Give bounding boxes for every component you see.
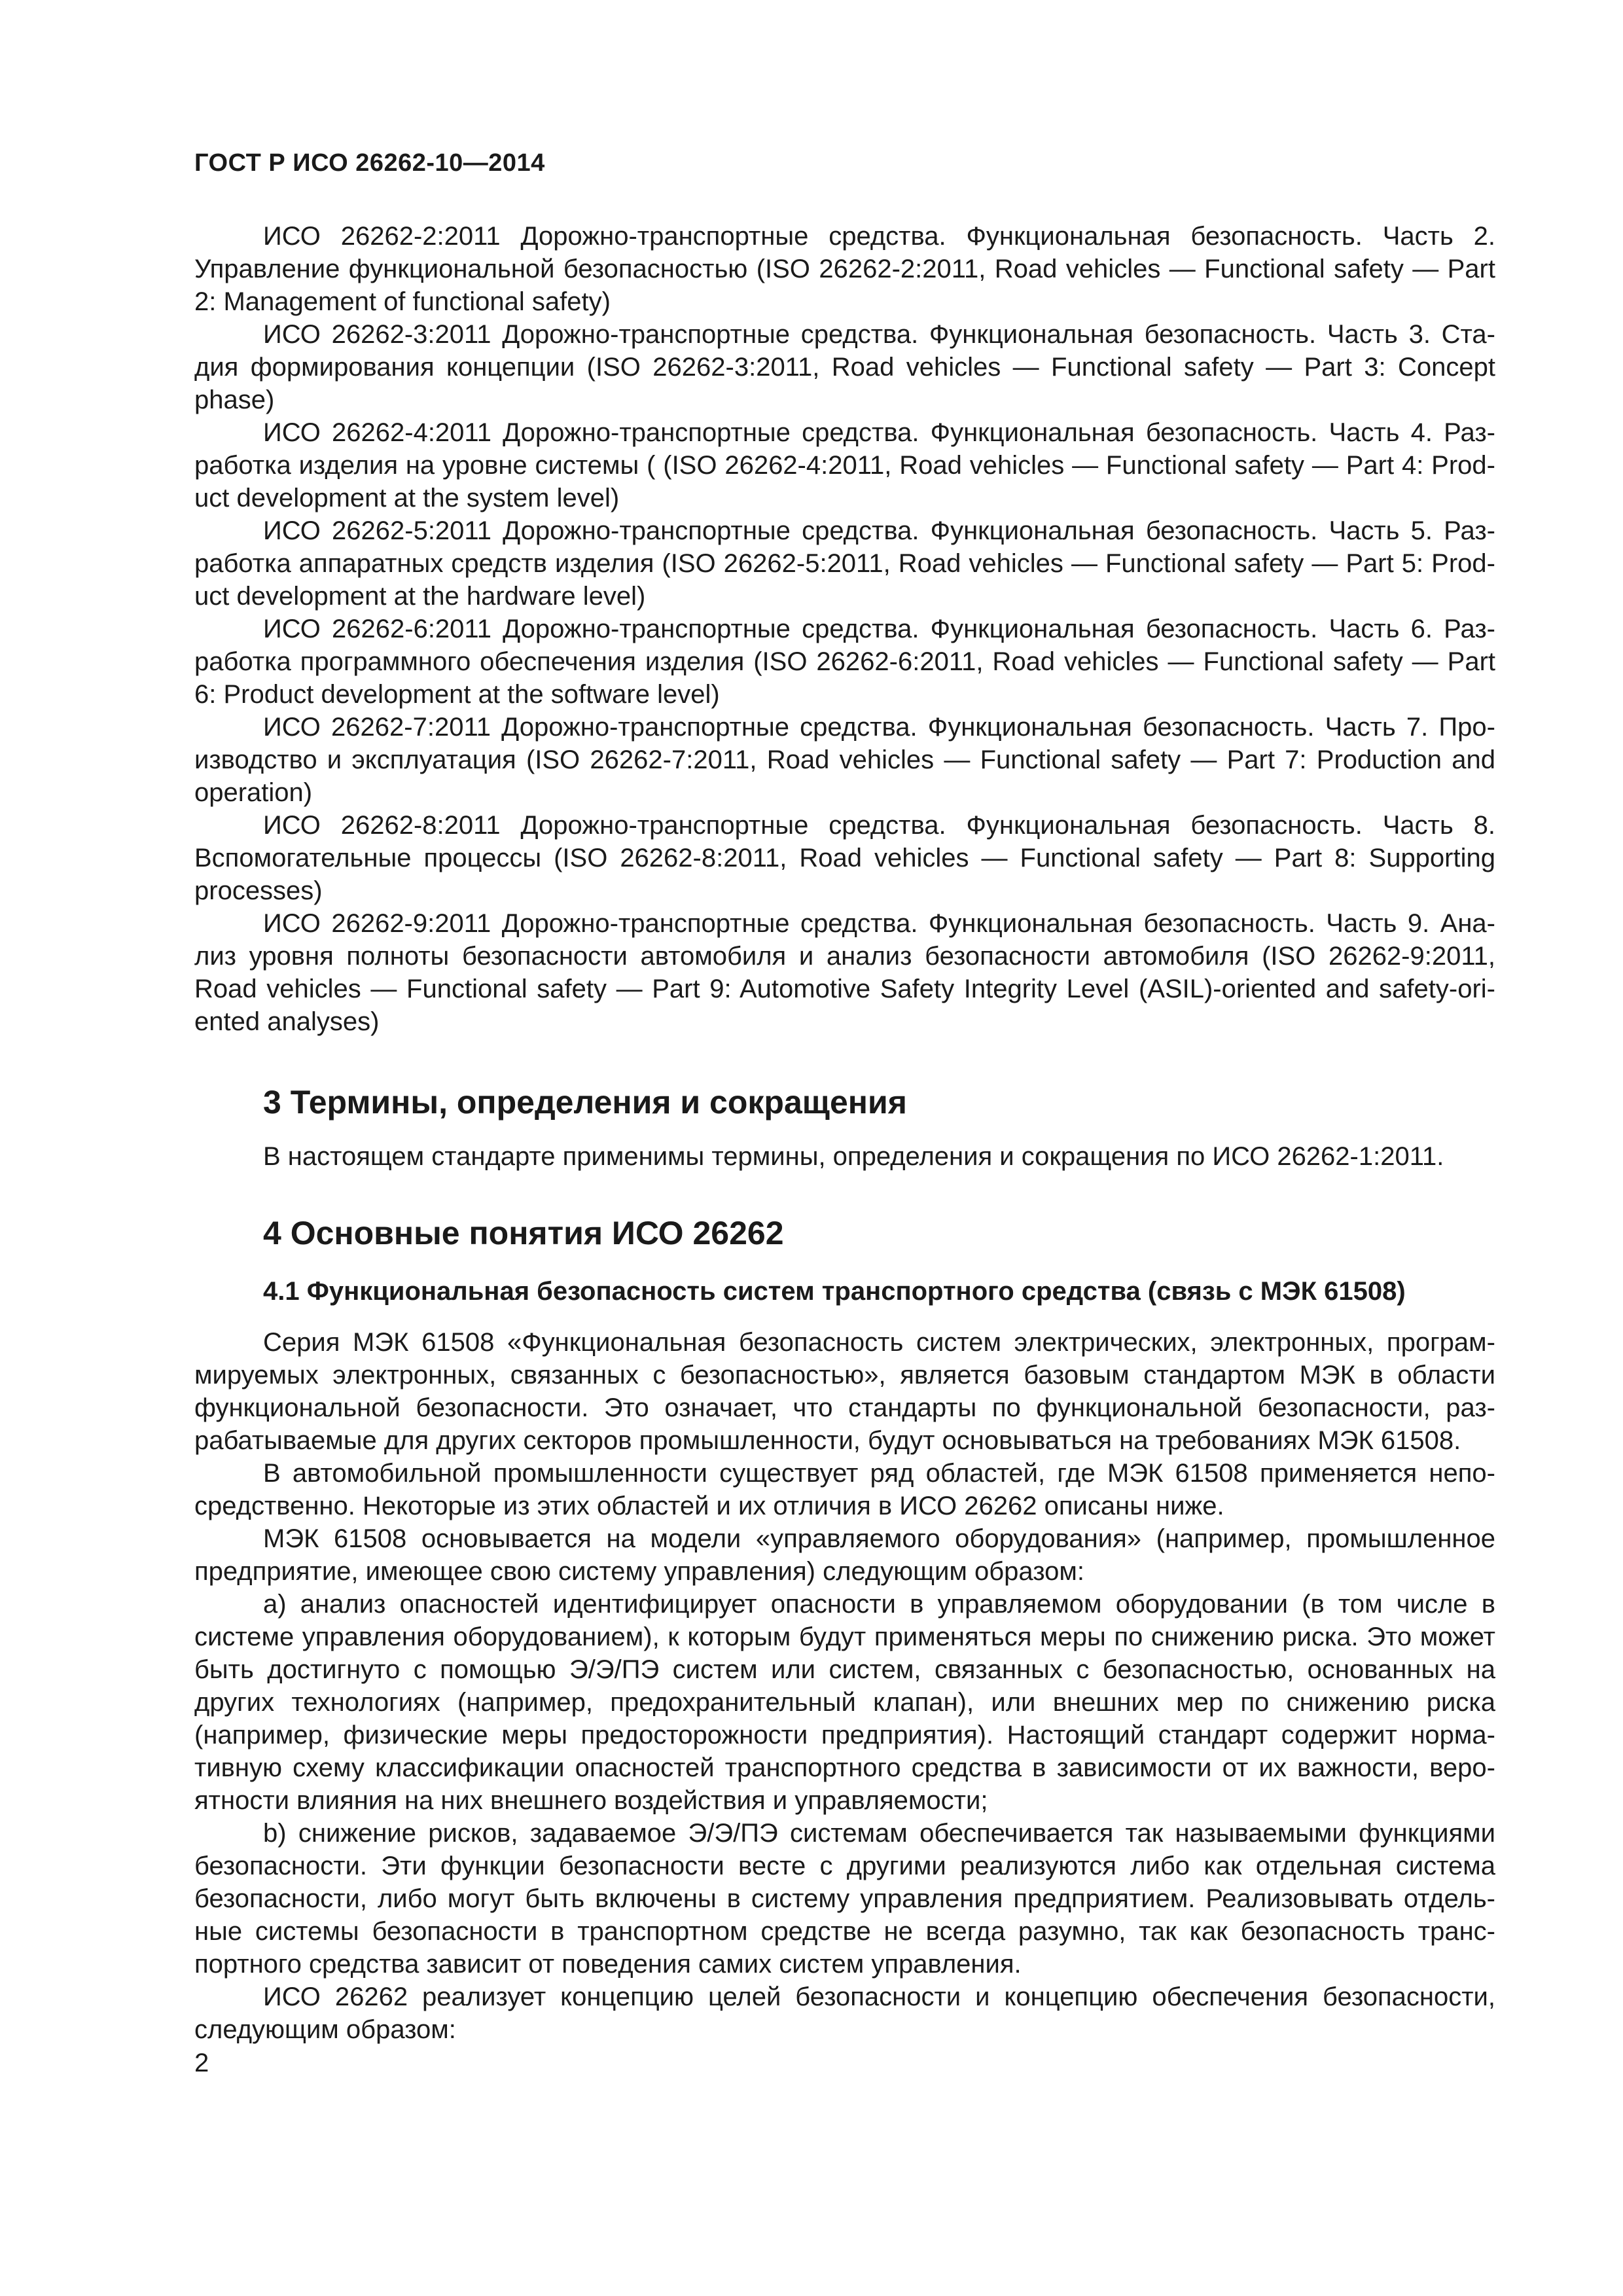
body-paragraph: Серия МЭК 61508 «Функциональная безопасность систем электрических, электронных, программируемых электронных, связанных с безопасностью», является базовым стандартом МЭК в области функциональной безопасности. Это означает, что стандарты по функциональной безопасности, разрабатываемые для других секторов промышленности, будут основываться на требованиях МЭК 61508.: [194, 1328, 1495, 1455]
body-paragraph: МЭК 61508 основывается на модели «управляемого оборудования» (например, промышленное предприятие, имеющее свою систему управления) следующим образом:: [194, 1524, 1495, 1586]
section-4-heading: 4 Основные понятия ИСО 26262: [263, 1215, 784, 1251]
reference-item: ИСО 26262-6:2011 Дорожно-транспортные средства. Функциональная безопасность. Часть 6. Разработка программного обеспечения изделия (ISO 26262-6:2011, Road vehicles — Functional safety — Part 6: Product development at the software level): [194, 615, 1495, 709]
list-item-b: b) снижение рисков, задаваемое Э/Э/ПЭ системам обеспечивается так называемыми функциями безопасности. Эти функции безопасности весте с другими реализуются либо как отдельная система безопасности, либо могут быть включены в систему управления предприятием. Реализовывать отдельные системы безопасности в транспортном средстве не всегда разумно, так как безопасность транспортного средства зависит от поведения самих систем управления.: [194, 1819, 1495, 1979]
reference-item: ИСО 26262-4:2011 Дорожно-транспортные средства. Функциональная безопасность. Часть 4. Разработка изделия на уровне системы ( (ISO 26262-4:2011, Road vehicles — Functional safety — Part 4: Product development at the system level): [194, 418, 1495, 512]
standard-designation: ГОСТ Р ИСО 26262-10—2014: [194, 149, 545, 177]
page-content: [194, 220, 1495, 2046]
reference-item: ИСО 26262-7:2011 Дорожно-транспортные средства. Функциональная безопасность. Часть 7. Производство и эксплуатация (ISO 26262-7:2011, Road vehicles — Functional safety — Part 7: Production and operation): [194, 713, 1495, 807]
body-paragraph: ИСО 26262 реализует концепцию целей безопасности и концепцию обеспечения безопасности, следующим образом:: [194, 1982, 1495, 2044]
reference-item: ИСО 26262-8:2011 Дорожно-транспортные средства. Функциональная безопасность. Часть 8. Вспомогательные процессы (ISO 26262-8:2011, Road vehicles — Functional safety — Part 8: Supporting processes): [194, 811, 1495, 905]
normative-references-list: [194, 220, 1495, 1038]
reference-item: ИСО 26262-3:2011 Дорожно-транспортные средства. Функциональная безопасность. Часть 3. Стадия формирования концепции (ISO 26262-3:2011, Road vehicles — Functional safety — Part 3: Concept phase): [194, 320, 1495, 414]
page-number: 2: [194, 2049, 209, 2077]
section-3-text: В настоящем стандарте применимы термины, определения и сокращения по ИСО 26262-1:2011.: [263, 1142, 1444, 1171]
subsection-4-1-body: [194, 1326, 1495, 2046]
subsection-4-1-heading: 4.1 Функциональная безопасность систем транспортного средства (связь с МЭК 61508): [263, 1277, 1406, 1306]
reference-item: ИСО 26262-2:2011 Дорожно-транспортные средства. Функциональная безопасность. Часть 2. Управление функциональной безопасностью (ISO 26262-2:2011, Road vehicles — Functional safety — Part 2: Management of functional safety): [194, 222, 1495, 316]
reference-item: ИСО 26262-5:2011 Дорожно-транспортные средства. Функциональная безопасность. Часть 5. Разработка аппаратных средств изделия (ISO 26262-5:2011, Road vehicles — Functional safety — Part 5: Product development at the hardware level): [194, 516, 1495, 611]
reference-item: ИСО 26262-9:2011 Дорожно-транспортные средства. Функциональная безопасность. Часть 9. Анализ уровня полноты безопасности автомобиля и анализ безопасности автомобиля (ISO 26262-9:2011, Road vehicles — Functional safety — Part 9: Automotive Safety Integrity Level (ASIL)-oriented and safety-oriented analyses): [194, 909, 1495, 1036]
body-paragraph: В автомобильной промышленности существует ряд областей, где МЭК 61508 применяется непосредственно. Некоторые из этих областей и их отличия в ИСО 26262 описаны ниже.: [194, 1459, 1495, 1520]
list-item-a: а) анализ опасностей идентифицирует опасности в управляемом оборудовании (в том числе в системе управления оборудованием), к которым будут применяться меры по снижению риска. Это может быть достигнуто с помощью Э/Э/ПЭ систем или систем, связанных с безопасностью, основанных на других технологиях (например, предохранительный клапан), или внешних мер по снижению риска (например, физические меры предосторожности предприятия). Настоящий стандарт содержит нормативную схему классификации опасностей транспортного средства в зависимости от их важности, вероятности влияния на них внешнего воздействия и управляемости;: [194, 1590, 1495, 1815]
section-3-heading: 3 Термины, определения и сокращения: [263, 1084, 907, 1121]
